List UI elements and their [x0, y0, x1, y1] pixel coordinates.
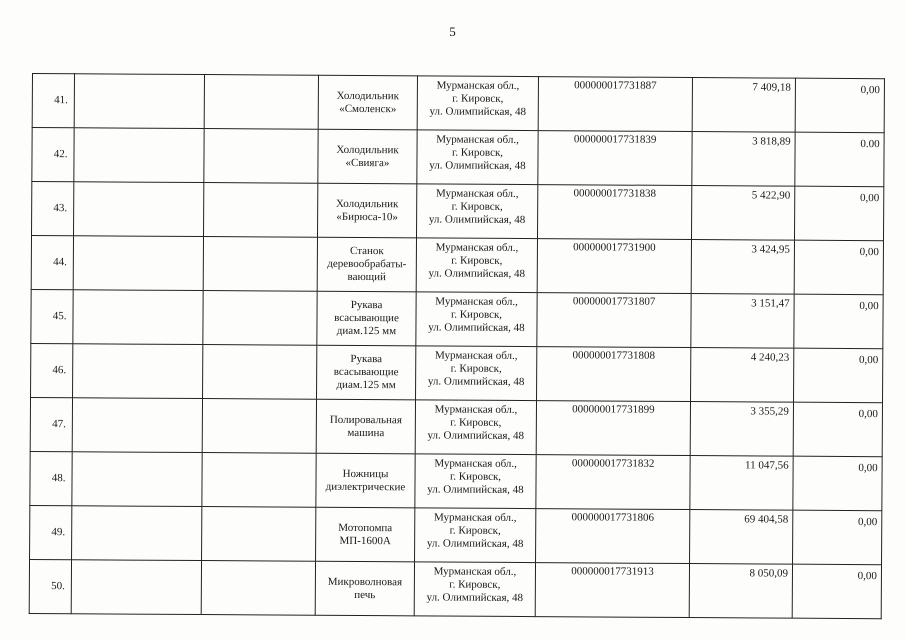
cost-cell: 4 240,23 [691, 348, 794, 403]
residual-value-cell: 0,00 [793, 402, 882, 457]
row-number-cell: 46. [31, 343, 73, 397]
cost-cell: 5 422,90 [691, 186, 794, 241]
address-line: г. Кировск, [452, 92, 504, 105]
item-name-line: «Свияга» [345, 156, 390, 169]
residual-value-cell: 0,00 [794, 348, 883, 403]
inventory-code-cell: 000000017731808 [537, 347, 691, 402]
row-number-cell: 42. [32, 128, 74, 182]
inventory-code-cell: 000000017731900 [537, 239, 691, 294]
cost-cell: 3 818,89 [692, 132, 795, 187]
item-name-line: Холодильник [336, 143, 399, 156]
residual-value-cell: 0,00 [794, 186, 883, 241]
empty-cell [204, 183, 318, 238]
row-number-cell: 41. [32, 74, 74, 128]
residual-value-cell: 0,00 [792, 564, 881, 619]
item-name-line: «Смоленск» [339, 102, 397, 115]
inventory-code-cell: 000000017731839 [538, 131, 692, 186]
inventory-code-cell: 000000017731806 [536, 509, 690, 564]
residual-value-cell: 0.00 [795, 132, 884, 187]
row-number-cell: 43. [32, 182, 74, 236]
address-line: г. Кировск, [451, 254, 503, 267]
address-line: Мурманская обл., [434, 457, 517, 470]
table-row [32, 182, 884, 241]
item-name-line: Полировальная [329, 413, 402, 426]
table-body [29, 74, 884, 619]
item-name-line: всасывающие [333, 365, 399, 379]
row-number-cell: 45. [31, 289, 73, 343]
item-name-cell [316, 507, 415, 562]
table-row [31, 289, 883, 348]
table-row [32, 74, 884, 133]
item-name-cell [318, 129, 417, 184]
table-row [30, 505, 882, 564]
empty-cell [72, 398, 202, 453]
address-cell [415, 454, 536, 509]
cost-cell: 3 355,29 [690, 402, 793, 457]
table-row [30, 451, 882, 510]
inventory-code-cell: 000000017731838 [537, 185, 691, 240]
address-line: Мурманская обл., [433, 511, 517, 524]
empty-cell [201, 561, 315, 616]
address-line: ул. Олимпийская, 48 [427, 375, 525, 389]
item-name-cell [316, 399, 415, 454]
inventory-table [29, 73, 885, 619]
empty-cell [74, 182, 204, 237]
address-line: г. Кировск, [450, 416, 502, 429]
empty-cell [72, 506, 202, 561]
item-name-cell [318, 183, 417, 238]
empty-cell [204, 75, 318, 130]
item-name-line: МП-1600А [339, 534, 391, 547]
empty-cell [202, 399, 316, 454]
empty-cell [74, 74, 204, 129]
item-name-line: диам.125 мм [336, 324, 397, 338]
empty-cell [203, 345, 317, 400]
item-name-cell [317, 237, 416, 292]
row-number-cell: 44. [31, 236, 73, 290]
cost-cell: 7 409,18 [692, 78, 795, 133]
empty-cell [202, 507, 316, 562]
residual-value-cell: 0,00 [793, 456, 882, 511]
table-row [32, 128, 884, 187]
address-line: ул. Олимпийская, 48 [428, 321, 525, 335]
item-name-line: диэлектрические [325, 480, 406, 493]
cost-cell: 3 424,95 [691, 240, 794, 295]
address-cell [416, 292, 537, 347]
address-line: Мурманская обл., [436, 133, 519, 146]
address-line: г. Кировск, [451, 146, 504, 159]
address-line: ул. Олимпийская, 48 [428, 213, 526, 227]
table-row [30, 397, 882, 456]
address-line: г. Кировск, [449, 578, 501, 591]
item-name-line: Станок [350, 244, 384, 258]
address-cell [417, 130, 538, 185]
address-line: ул. Олимпийская, 48 [428, 267, 526, 281]
residual-value-cell: 0,00 [794, 294, 883, 349]
item-name-line: деревообрабаты- [327, 257, 407, 271]
address-line: Мурманская обл., [435, 187, 519, 200]
empty-cell [203, 237, 317, 292]
address-line: г. Кировск, [451, 200, 503, 213]
address-line: г. Кировск, [450, 308, 503, 321]
inventory-code-cell: 000000017731887 [538, 77, 692, 132]
cost-cell: 11 047,56 [690, 456, 793, 511]
address-line: г. Кировск, [449, 524, 501, 537]
inventory-code-cell: 000000017731913 [535, 563, 689, 618]
empty-cell [72, 452, 202, 507]
item-name-line: Микроволновая [327, 575, 403, 588]
item-name-line: диам.125 мм [336, 378, 396, 392]
address-line: Мурманская обл., [433, 565, 517, 578]
item-name-line: вающий [347, 270, 386, 284]
item-name-cell [316, 453, 415, 508]
item-name-cell [317, 345, 416, 400]
empty-cell [73, 290, 203, 345]
address-line: Мурманская обл., [435, 295, 518, 308]
address-line: г. Кировск, [449, 470, 502, 483]
table-row [31, 236, 883, 295]
residual-value-cell: 0,00 [793, 510, 882, 565]
address-line: ул. Олимпийская, 48 [427, 483, 524, 497]
item-name-cell [317, 291, 416, 346]
item-name-cell [318, 75, 417, 130]
address-line: ул. Олимпийская, 48 [427, 429, 525, 443]
item-name-line: Ножницы [342, 467, 389, 480]
item-name-line: Холодильник [336, 89, 400, 102]
row-number-cell: 49. [30, 505, 72, 559]
table-row [29, 559, 881, 618]
address-line: ул. Олимпийская, 48 [426, 591, 524, 605]
inventory-code-cell: 000000017731832 [536, 455, 690, 510]
item-name-line: Рукава [350, 352, 383, 366]
address-cell [416, 238, 537, 293]
address-line: Мурманская обл., [434, 349, 518, 362]
empty-cell [71, 560, 201, 615]
item-name-line: машина [347, 426, 385, 439]
residual-value-cell: 0,00 [795, 78, 884, 133]
page-number: 5 [449, 24, 456, 39]
address-line: ул. Олимпийская, 48 [426, 537, 524, 551]
inventory-code-cell: 000000017731807 [537, 293, 691, 348]
address-cell [417, 76, 538, 131]
cost-cell: 69 404,58 [690, 510, 793, 565]
item-name-cell [315, 561, 414, 616]
table-row [31, 343, 883, 402]
address-cell [414, 562, 535, 617]
item-name-line: Холодильник [335, 197, 399, 210]
address-line: Мурманская обл., [434, 403, 518, 416]
row-number-cell: 48. [30, 451, 72, 505]
row-number-cell: 47. [30, 397, 72, 451]
address-cell [417, 184, 538, 239]
address-cell [415, 400, 536, 455]
item-name-line: Мотопомпа [338, 521, 393, 534]
empty-cell [73, 344, 203, 399]
item-name-line: печь [354, 588, 376, 601]
cost-cell: 8 050,09 [689, 564, 792, 619]
address-line: Мурманская обл., [436, 79, 520, 92]
address-cell [415, 508, 536, 563]
empty-cell [202, 453, 316, 508]
item-name-line: «Бирюса-10» [336, 210, 398, 223]
address-line: Мурманская обл., [435, 241, 519, 254]
empty-cell [204, 129, 318, 184]
empty-cell [73, 236, 203, 291]
item-name-line: Рукава [350, 298, 383, 312]
inventory-code-cell: 000000017731899 [536, 401, 690, 456]
address-cell [416, 346, 537, 401]
address-line: ул. Олимпийская, 48 [429, 159, 526, 173]
item-name-line: всасывающие [334, 311, 399, 325]
residual-value-cell: 0,00 [794, 240, 883, 295]
address-line: ул. Олимпийская, 48 [429, 105, 527, 119]
empty-cell [74, 128, 204, 183]
address-line: г. Кировск, [450, 362, 502, 375]
cost-cell: 3 151,47 [691, 294, 794, 349]
row-number-cell: 50. [29, 559, 71, 613]
empty-cell [203, 291, 317, 346]
